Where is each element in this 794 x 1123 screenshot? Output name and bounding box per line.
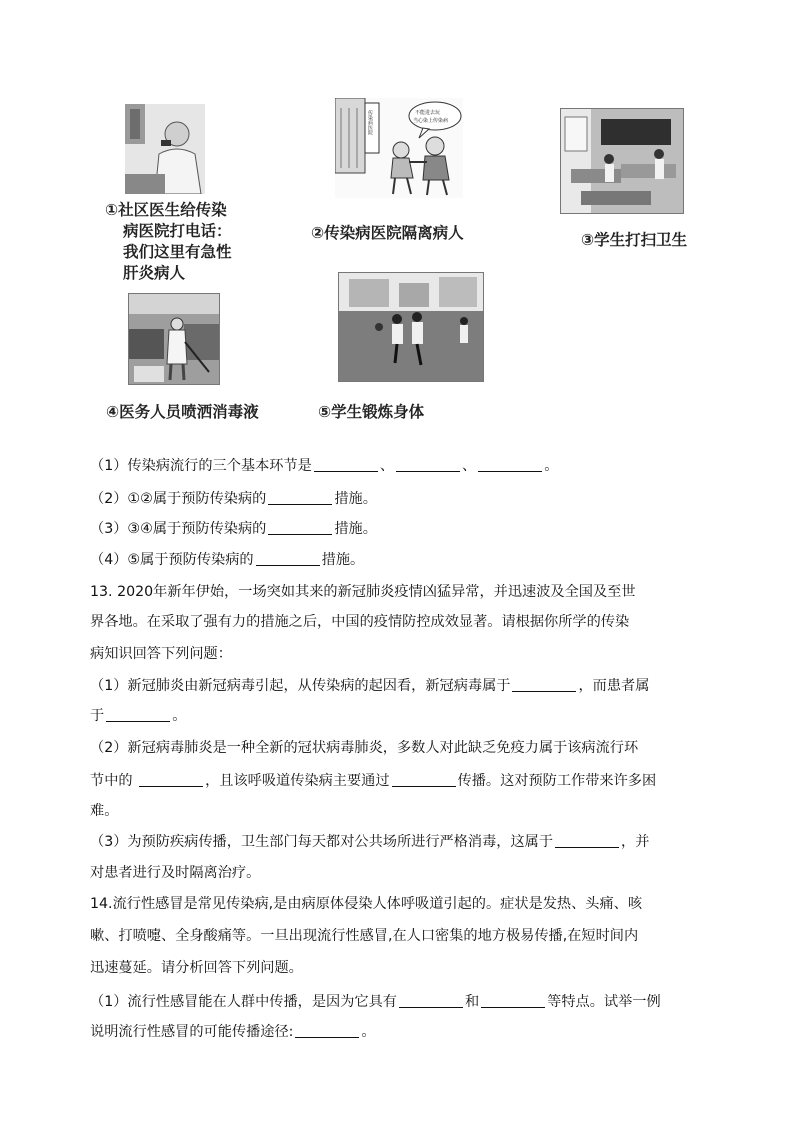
q13-part2-line3: 难。 [90,803,119,819]
q13-stem-line1: 13. 2020年新年伊始，一场突如其来的新冠肺炎疫情凶猛异常，并迅速波及全国及至世 [90,584,636,600]
q14-part1-line1: （1）流行性感冒能在人群中传播，是因为它具有 和 等特点。试举一例 [90,994,661,1010]
answer-blank[interactable] [268,520,332,535]
q13-part1-line1: （1）新冠肺炎由新冠病毒引起，从传染病的起因看，新冠病毒属于 ，而患者属 [90,678,650,694]
hospital-cartoon-illustration [335,98,463,198]
doctor-phone-illustration [125,104,205,194]
q14-stem-line1: 14.流行性感冒是常见传染病,是由病原体侵染人体呼吸道引起的。症状是发热、头痛、咳 [90,896,643,912]
basketball-illustration [339,273,483,381]
photo-hospital-cartoon [335,98,463,198]
answer-blank[interactable] [512,677,576,692]
q13-part3-line1: （3）为预防疾病传播，卫生部门每天都对公共场所进行严格消毒，这属于 ，并 [90,834,650,850]
photo-doctor-phone [125,104,205,194]
answer-blank[interactable] [106,707,170,722]
answer-blank[interactable] [399,993,463,1008]
caption-1-line-2: 病医院打电话： [123,222,232,240]
q13-part2-line1: （2）新冠病毒肺炎是一种全新的冠状病毒肺炎，多数人对此缺乏免疫力属于该病流行环 [90,740,639,756]
answer-blank[interactable] [481,993,545,1008]
answer-blank[interactable] [478,457,542,472]
q12-part4: （4）⑤属于预防传染病的 措施。 [90,552,365,568]
answer-blank[interactable] [256,551,320,566]
q14-stem-line2: 嗽、打喷嚏、全身酸痛等。一旦出现流行性感冒,在人口密集的地方极易传播,在短时间内 [90,928,639,944]
q13-part3-line2: 对患者进行及时隔离治疗。 [90,865,261,881]
photo-disinfection [128,293,220,385]
answer-blank[interactable] [139,772,203,787]
answer-blank[interactable] [396,457,460,472]
disinfection-illustration [129,294,219,384]
answer-blank[interactable] [314,457,378,472]
q12-part1: （1）传染病流行的三个基本环节是 、 、 。 [90,458,559,474]
caption-1-line-3: 我们这里有急性 [123,243,232,261]
answer-blank[interactable] [295,1023,359,1038]
caption-1-line-4: 肝炎病人 [123,264,186,282]
answer-blank[interactable] [268,490,332,505]
photo-students-cleaning [560,108,684,214]
caption-3: ③学生打扫卫生 [581,231,688,249]
answer-blank[interactable] [555,833,619,848]
q13-stem-line3: 病知识回答下列问题： [90,646,232,662]
svg-text:不能进去玩: 不能进去玩 [415,110,441,116]
caption-4: ④医务人员喷洒消毒液 [106,403,259,421]
svg-text:当心染上传染病: 当心染上传染病 [413,118,449,124]
caption-1 [105,200,232,284]
q13-part2-line2: 节中的 ，且该呼吸道传染病主要通过 传播。这对预防工作带来许多困 [90,773,657,789]
q14-stem-line3: 迅速蔓延。请分析回答下列问题。 [90,960,303,976]
q13-stem-line2: 界各地。在采取了强有力的措施之后，中国的疫情防控成效显著。请根据你所学的传染 [90,614,630,630]
q13-part1-line2: 于 。 [90,708,187,724]
q12-part2: （2）①②属于预防传染病的 措施。 [90,491,377,507]
caption-1-line-1: ①社区医生给传染 [105,201,227,219]
answer-blank[interactable] [392,772,456,787]
q12-part3: （3）③④属于预防传染病的 措施。 [90,521,377,537]
caption-5: ⑤学生锻炼身体 [318,403,425,421]
caption-2: ②传染病医院隔离病人 [311,224,464,242]
q14-part1-line2: 说明流行性感冒的可能传播途径: 。 [90,1024,376,1040]
building-sign: 传染病医院 [367,110,373,135]
photo-students-exercising [338,272,484,382]
classroom-illustration [561,109,683,213]
